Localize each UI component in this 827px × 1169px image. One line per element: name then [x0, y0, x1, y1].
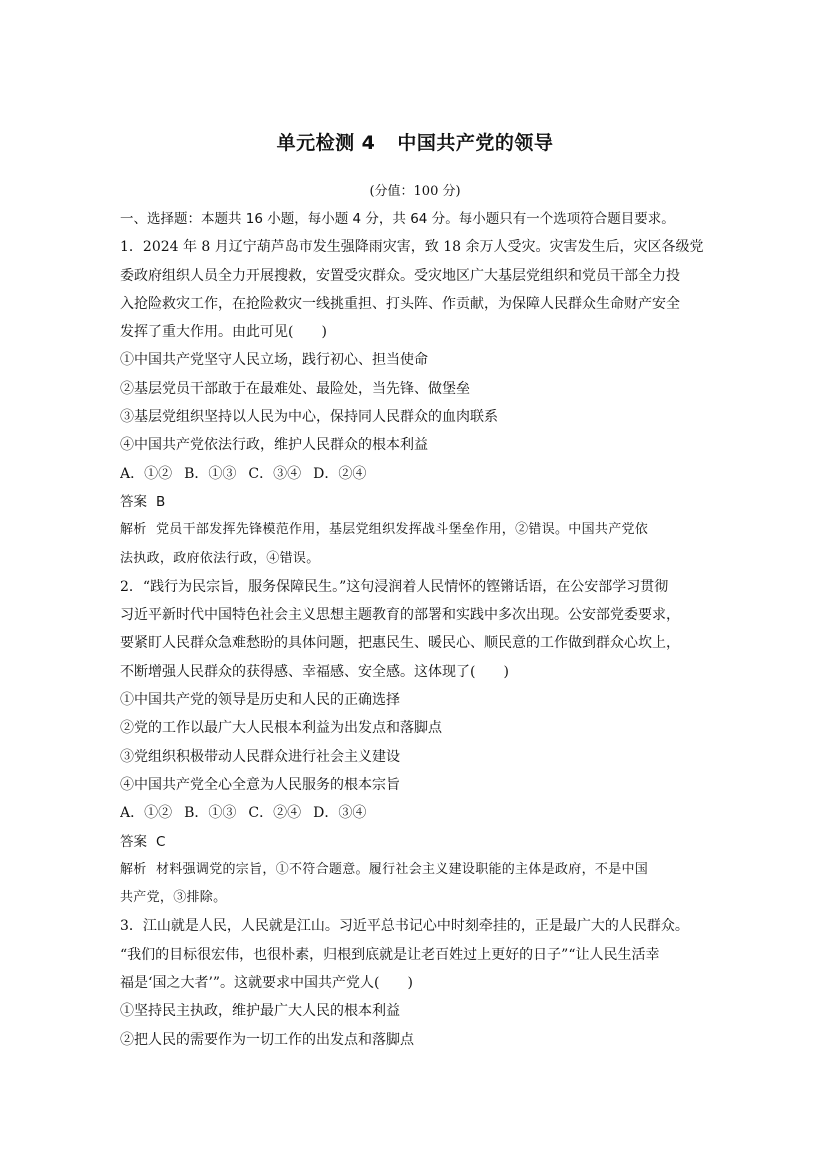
question-stem-line: “我们的目标很宏伟，也很朴素，归根到底就是让老百姓过上更好的日子”“让人民生活幸: [120, 946, 660, 963]
statement-item: ③基层党组织坚持以人民为中心，保持同人民群众的血肉联系: [120, 409, 498, 426]
statement-item: ①中国共产党坚守人民立场，践行初心、担当使命: [120, 352, 428, 369]
question-stem-line: 福是‘国之大者’”。这就要求中国共产党人( ): [120, 975, 413, 992]
statement-item: ②把人民的需要作为一切工作的出发点和落脚点: [120, 1031, 414, 1048]
answer-row: [120, 488, 710, 516]
explanation-row: [120, 856, 710, 884]
score-note: (分值：100 分): [369, 184, 461, 199]
option-d: D．②④: [313, 465, 367, 482]
answer-options: [120, 460, 710, 488]
content: [120, 205, 710, 1054]
statement-item: ①坚持民主执政，维护最广大人民的根本利益: [120, 1003, 400, 1020]
answer-label: 答案: [120, 833, 147, 850]
title-topic: 中国共产党的领导: [397, 132, 554, 154]
statement-item: ②基层党员干部敢于在最难处、最险处，当先锋、做堡垒: [120, 380, 470, 397]
question-stem-line: 发挥了重大作用。由此可见( ): [120, 324, 327, 341]
question-stem-line: 委政府组织人员全力开展搜救，安置受灾群众。受灾地区广大基层党组织和党员干部全力投: [120, 267, 680, 284]
option-c: C．②④: [248, 805, 302, 822]
option-a: A．①②: [120, 805, 173, 822]
answer-row: [120, 828, 710, 856]
question-stem-line: 入抢险救灾工作，在抢险救灾一线挑重担、打头阵、作贡献，为保障人民群众生命财产安全: [120, 295, 680, 312]
question-1: [120, 233, 710, 573]
statement-item: ③党组织积极带动人民群众进行社会主义建设: [120, 748, 400, 765]
option-d: D．③④: [313, 805, 367, 822]
question-stem-line: 不断增强人民群众的获得感、幸福感、安全感。这体现了( ): [120, 663, 509, 680]
statement-item: ②党的工作以最广大人民根本利益为出发点和落脚点: [120, 720, 442, 737]
explanation-label: 解析: [120, 861, 147, 877]
statement-item: ①中国共产党的领导是历史和人民的正确选择: [120, 692, 400, 709]
answer-label: 答案: [120, 493, 147, 510]
section-heading: 一、选择题：本题共 16 小题，每小题 4 分，共 64 分。每小题只有一个选项符合题目要求。: [120, 211, 675, 227]
explanation-text: 材料强调党的宗旨，①不符合题意。履行社会主义建设职能的主体是政府，不是中国: [156, 861, 649, 877]
option-b: B．①③: [184, 805, 237, 822]
option-b: B．①③: [184, 465, 237, 482]
question-3: [120, 912, 710, 1053]
question-stem-line: 习近平新时代中国特色社会主义思想主题教育的部署和实践中多次出现。公安部党委要求，: [120, 607, 680, 624]
answer-value: C: [156, 833, 166, 850]
statement-item: ④中国共产党全心全意为人民服务的根本宗旨: [120, 776, 400, 793]
question-stem-line: 要紧盯人民群众急难愁盼的具体问题，把惠民生、暖民心、顺民意的工作做到群众心坎上，: [120, 635, 680, 652]
page-title: [120, 128, 710, 155]
question-2: [120, 573, 710, 913]
question-stem-line: 3．江山就是人民，人民就是江山。习近平总书记心中时刻牵挂的，正是最广大的人民群众。: [120, 918, 689, 935]
option-c: C．③④: [248, 465, 302, 482]
option-a: A．①②: [120, 465, 173, 482]
question-stem-line: 2．“践行为民宗旨，服务保障民生。”这句浸润着人民情怀的铿锵话语，在公安部学习贯彻: [120, 578, 669, 595]
explanation-text: 党员干部发挥先锋模范作用，基层党组织发挥战斗堡垒作用，②错误。中国共产党依: [156, 522, 649, 538]
answer-options: [120, 799, 710, 827]
statement-item: ④中国共产党依法行政，维护人民群众的根本利益: [120, 437, 428, 454]
explanation-row: [120, 516, 710, 544]
explanation-line: 法执政，政府依法行政，④错误。: [120, 550, 320, 566]
question-stem-line: 1．2024 年 8 月辽宁葫芦岛市发生强降雨灾害，致 18 余万人受灾。灾害发生后，灾区各级党: [120, 239, 704, 256]
answer-value: B: [156, 493, 166, 510]
explanation-label: 解析: [120, 522, 147, 538]
title-unit: 单元检测 4: [276, 132, 376, 154]
explanation-line: 共产党，③排除。: [120, 890, 227, 906]
